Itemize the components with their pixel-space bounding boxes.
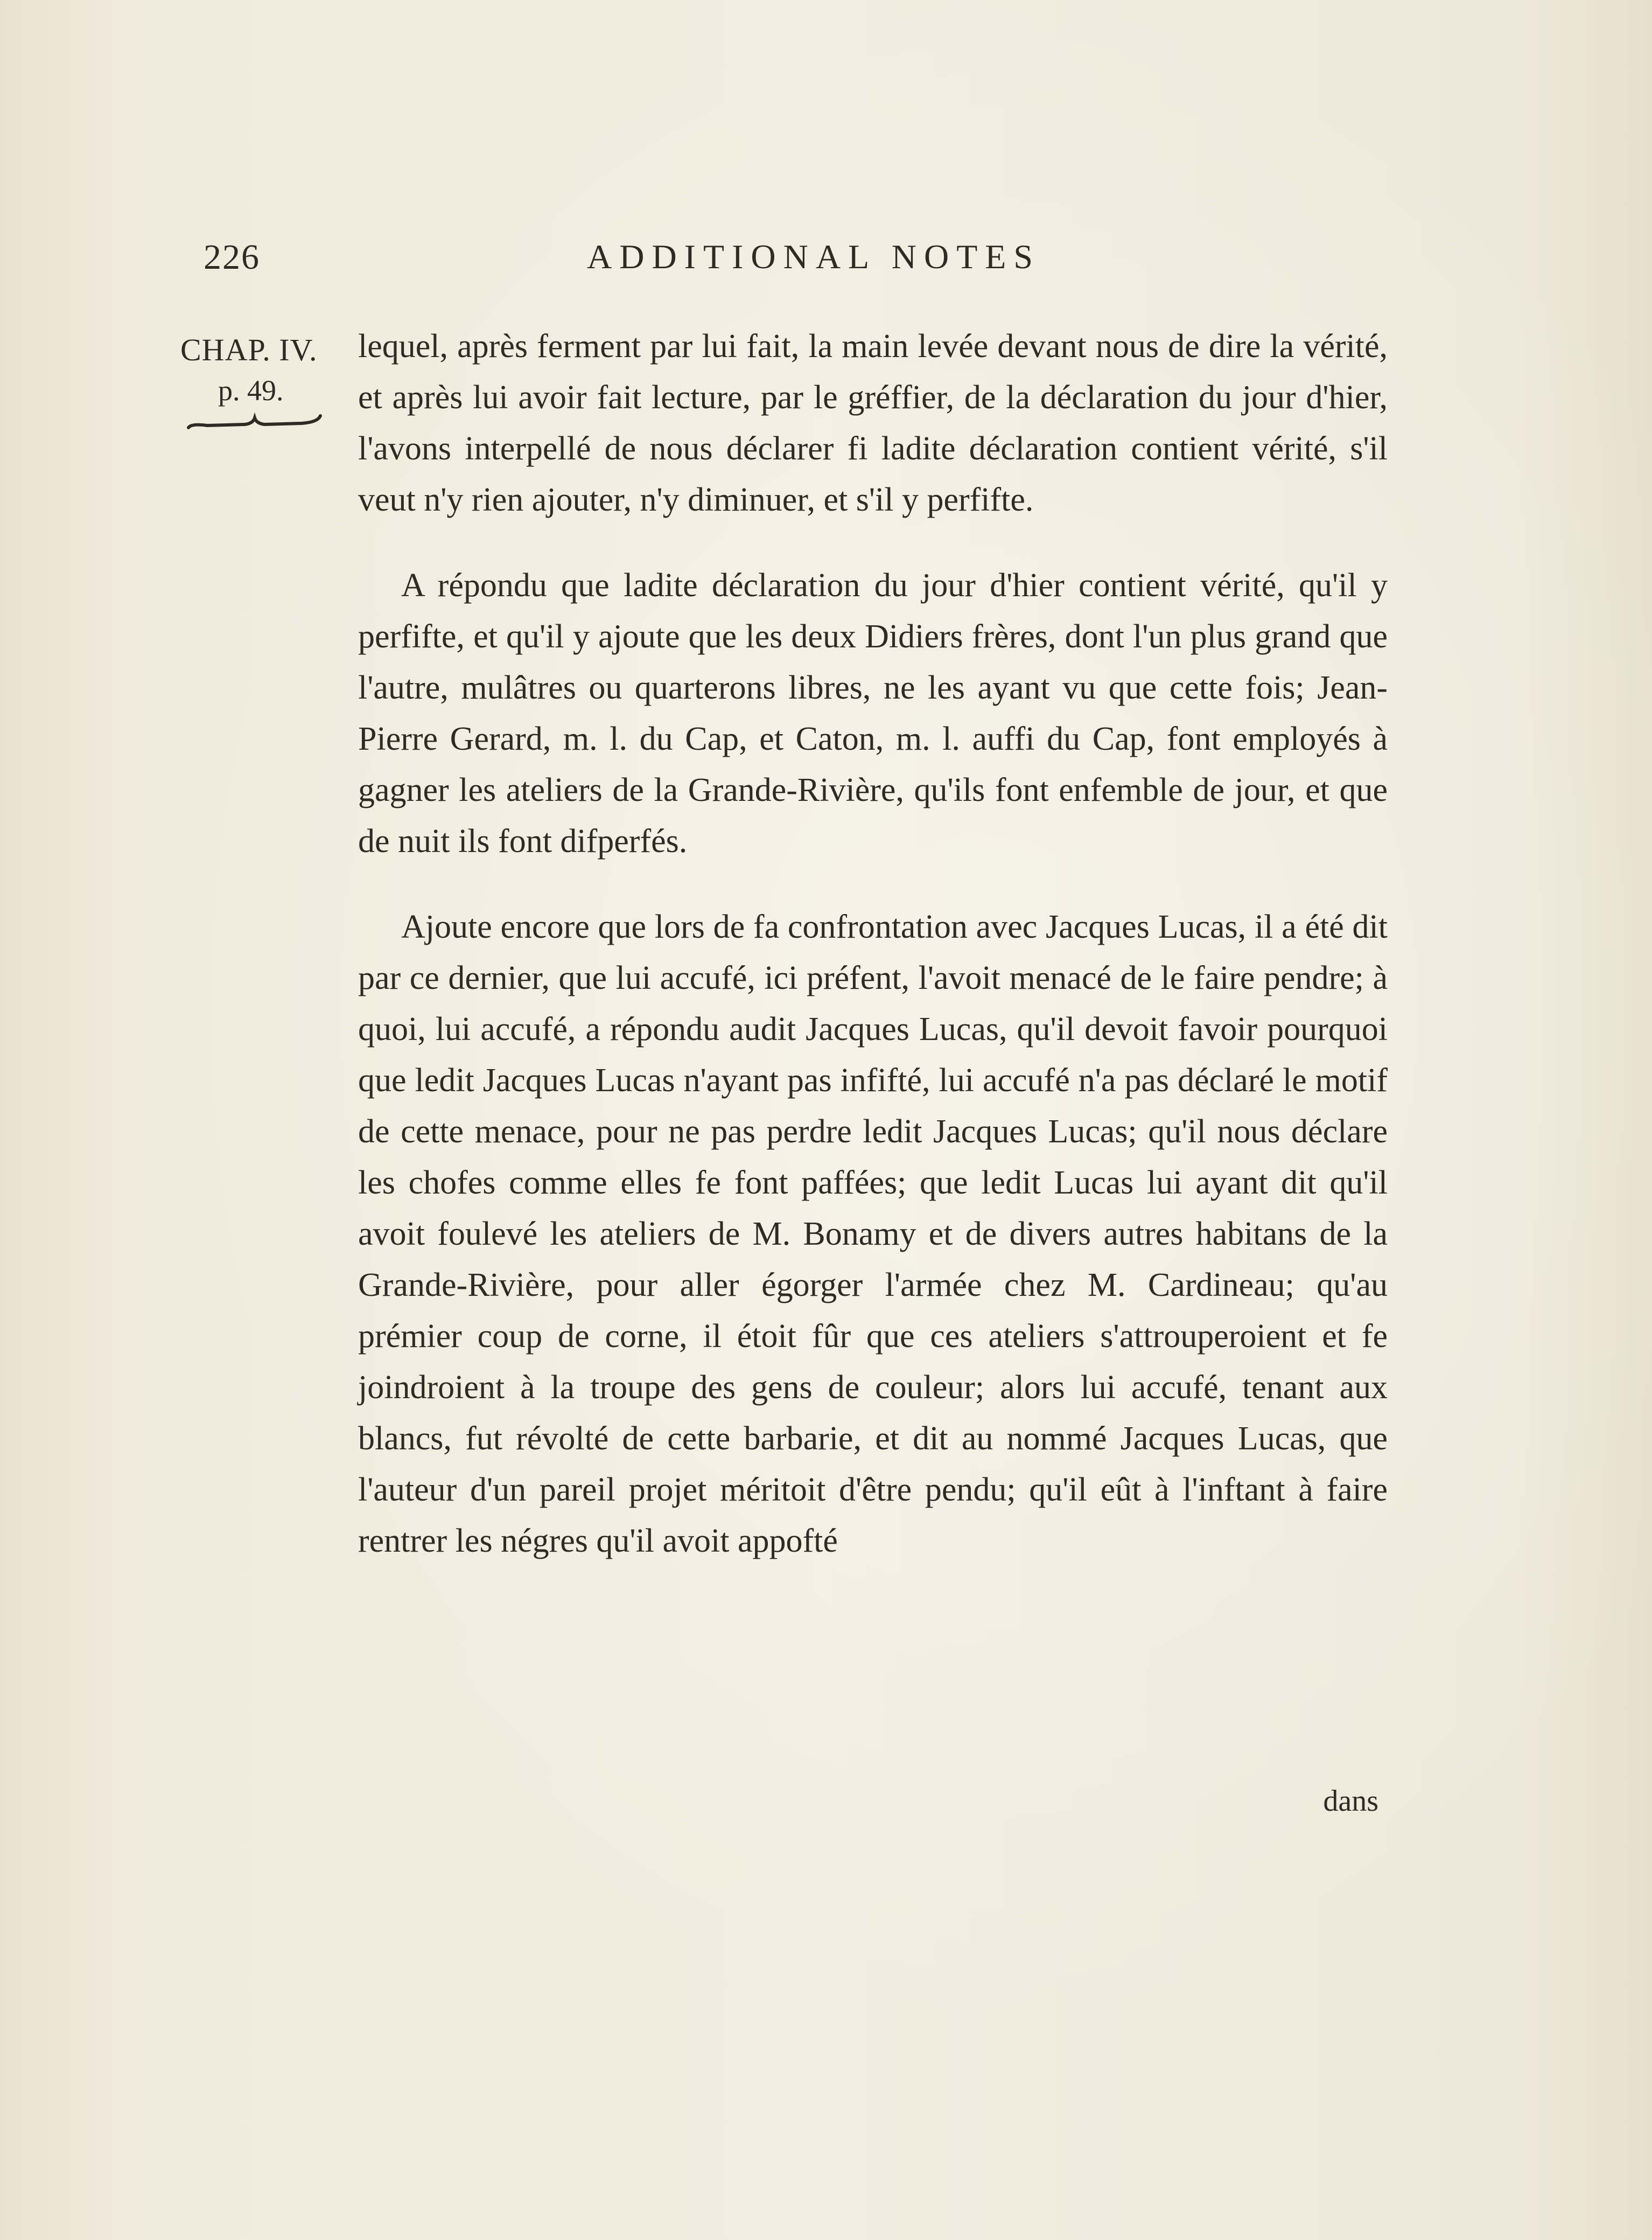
margin-brace-icon — [186, 411, 326, 433]
catchword: dans — [1323, 1784, 1378, 1818]
running-title: ADDITIONAL NOTES — [587, 238, 1040, 276]
margin-note — [180, 329, 342, 433]
body-text — [358, 321, 1388, 1601]
page-header — [194, 237, 1389, 296]
paragraph: lequel, après ferment par lui fait, la main levée devant nous de dire la vérité, et après lui avoir fait lecture, par le gréffier, de la déclaration du jour d'hier, l'avons interpellé de nous déclarer fi ladite déclaration contient vérité, s'il veut n'y rien ajouter, n'y diminuer, et s'il y perfifte. — [358, 328, 1388, 518]
page-number: 226 — [204, 238, 260, 277]
margin-page-ref: p. 49. — [218, 374, 284, 407]
paragraph: Ajoute encore que lors de fa confrontation avec Jacques Lucas, il a été dit par ce dernier, que lui accufé, ici préfent, l'avoit menacé de le faire pendre; à quoi, lui accufé, a répondu audit Jacques Lucas, qu'il devoit favoir pourquoi que ledit Jacques Lucas n'ayant pas infifté, lui accufé n'a pas déclaré le motif de cette menace, pour ne pas perdre ledit Jacques Lucas; qu'il nous déclare les chofes comme elles fe font paffées; que ledit Lucas lui ayant dit qu'il avoit foulevé les ateliers de M. Bonamy et de divers autres habitans de la Grande-Rivière, pour aller égorger l'armée chez M. Cardineau; qu'au prémier coup de corne, il étoit fûr que ces ateliers s'attrouperoient et fe joindroient à la troupe des gens de couleur; alors lui accufé, tenant aux blancs, fut révolté de cette barbarie, et dit au nommé Jacques Lucas, que l'auteur d'un pareil projet méritoit d'être pendu; qu'il eût à l'inftant à faire rentrer les négres qu'il avoit appofté — [358, 909, 1388, 1559]
paragraph: A répondu que ladite déclaration du jour d'hier contient vérité, qu'il y perfifte, et qu'il y ajoute que les deux Didiers frères, dont l'un plus grand que l'autre, mulâtres ou quarterons libres, ne les ayant vu que cette fois; Jean-Pierre Gerard, m. l. du Cap, et Caton, m. l. auffi du Cap, font employés à gagner les ateliers de la Grande-Rivière, qu'ils font enfemble de jour, et que de nuit ils font difperfés. — [358, 567, 1388, 860]
margin-chapter-ref: CHAP. IV. — [180, 332, 318, 367]
